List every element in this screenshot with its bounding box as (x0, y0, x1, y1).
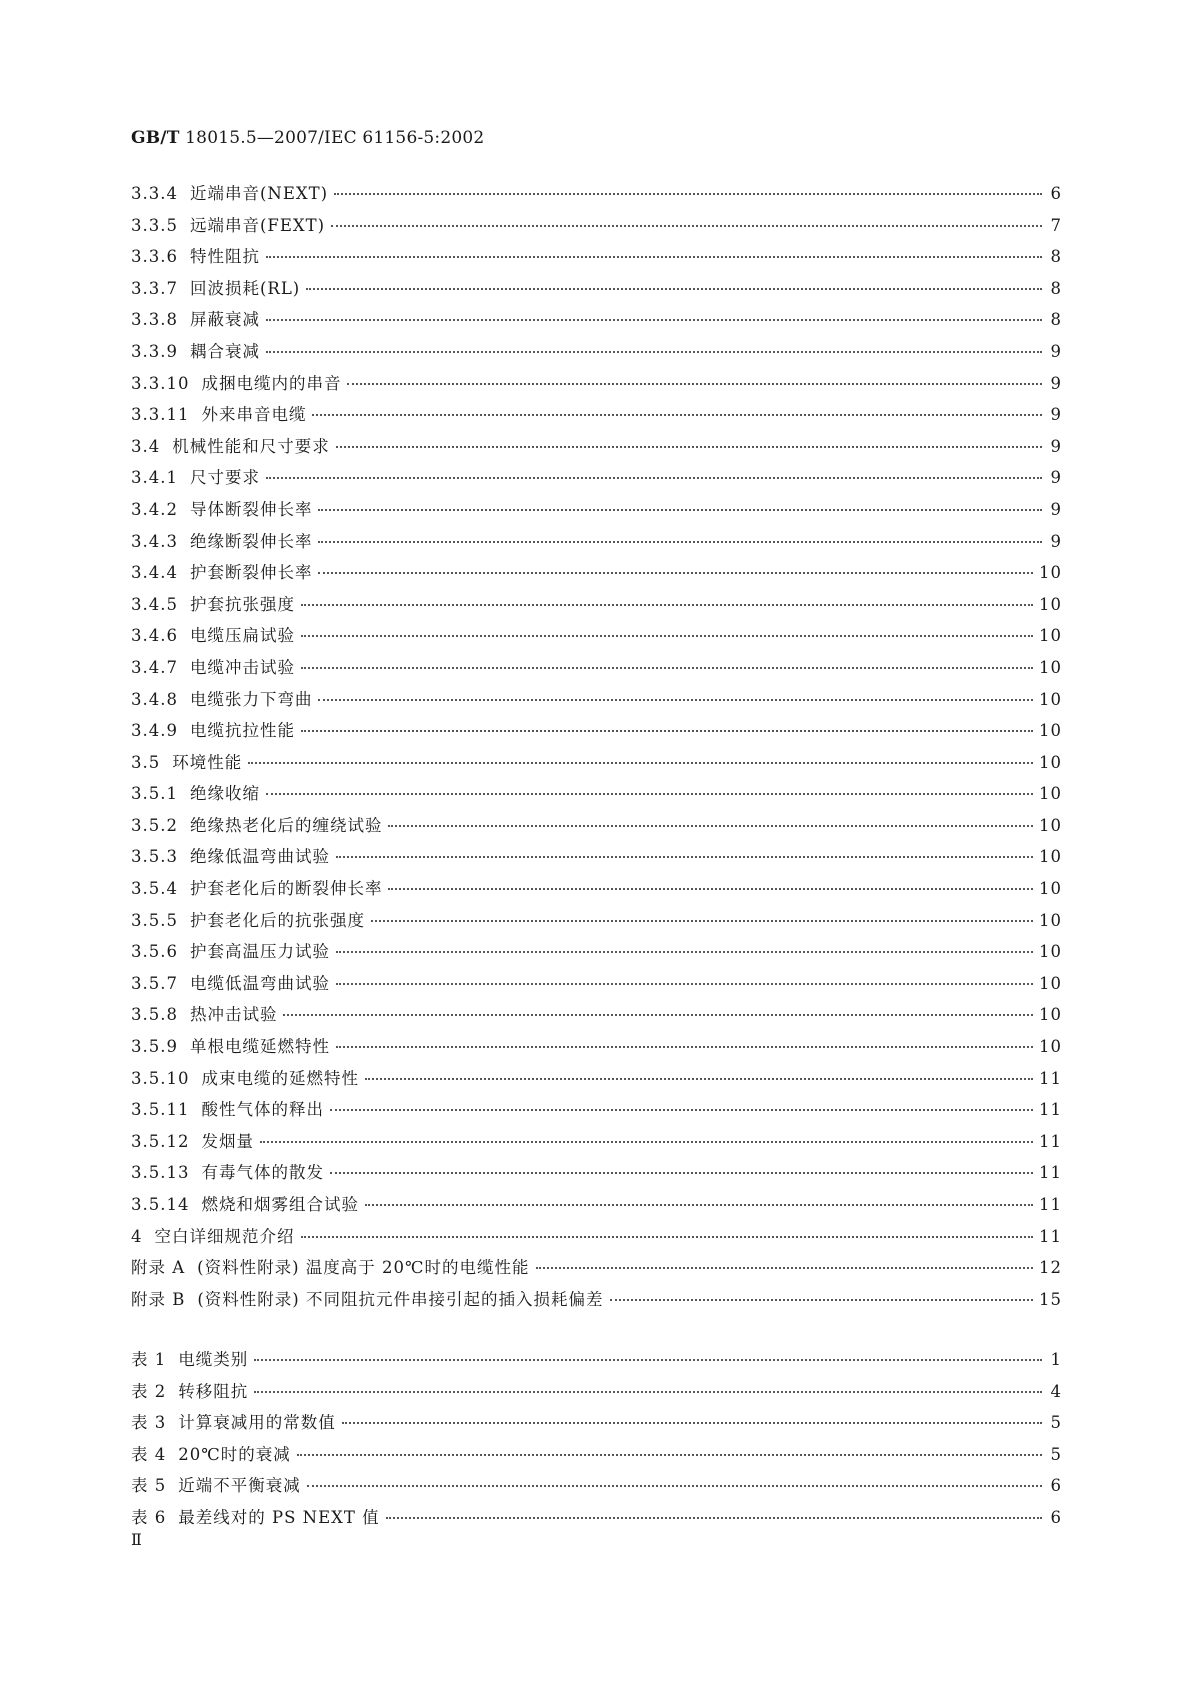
table-entry-number: 表 1 (131, 1350, 167, 1369)
dot-leader (334, 193, 1042, 195)
dot-leader (388, 825, 1033, 827)
toc-entry[interactable] (131, 1191, 1062, 1223)
toc-entry-page: 9 (1050, 499, 1062, 519)
toc-entry-number: 3.4.6 (131, 626, 178, 646)
toc-entry-page: 6 (1050, 184, 1062, 203)
table-entry-number: 表 4 (131, 1444, 167, 1464)
toc-entry-title: 耦合衰减 (189, 341, 260, 361)
toc-entry-page: 9 (1050, 373, 1062, 393)
standard-prefix: GB/T (131, 128, 180, 148)
dot-leader (336, 856, 1033, 858)
toc-entry[interactable] (131, 1159, 1062, 1191)
dot-leader (312, 414, 1042, 416)
toc-entry-number: 3.4.7 (131, 657, 178, 677)
toc-entry-number: 3.5.7 (131, 973, 178, 993)
dot-leader (266, 477, 1042, 479)
toc-entry-number: 3.4.8 (131, 689, 178, 709)
dot-leader (301, 1236, 1034, 1238)
toc-entry-title: 绝缘热老化后的缠绕试验 (189, 815, 383, 835)
toc-entry-page: 10 (1039, 847, 1062, 867)
toc-entry[interactable] (131, 1001, 1062, 1033)
toc-entry-title: 外来串音电缆 (201, 405, 307, 425)
dot-leader (266, 351, 1042, 353)
table-entry-page: 4 (1050, 1381, 1062, 1401)
dot-leader (266, 319, 1042, 321)
toc-entry-page: 11 (1039, 1163, 1062, 1183)
toc-entry-page: 10 (1039, 563, 1062, 583)
toc-entry-page: 10 (1039, 594, 1062, 614)
table-entry-number: 表 3 (131, 1413, 167, 1433)
toc-entry-title: 酸性气体的释出 (201, 1100, 324, 1120)
table-entry-title: 最差线对的 PS NEXT 值 (178, 1507, 380, 1527)
toc-entry-number: 3.4 (131, 436, 161, 456)
toc-entry[interactable] (131, 717, 1062, 749)
toc-entry-title: 护套老化后的断裂伸长率 (189, 879, 383, 899)
toc-entry-page: 8 (1050, 247, 1062, 267)
toc-entry-page: 9 (1050, 468, 1062, 488)
dot-leader (330, 1172, 1033, 1174)
toc-entry-number: 3.4.5 (131, 594, 178, 614)
table-entry-page: 1 (1050, 1350, 1062, 1369)
dot-leader (336, 446, 1042, 448)
toc-entry[interactable] (131, 306, 1062, 338)
toc-entry-number: 3.5.13 (131, 1163, 190, 1183)
dot-leader (248, 762, 1033, 764)
standard-number: 18015.5—2007/IEC 61156-5:2002 (185, 128, 485, 148)
table-entry-page: 5 (1050, 1444, 1062, 1464)
toc-entry-title: 远端串音(FEXT) (189, 215, 326, 235)
toc-entry[interactable] (131, 243, 1062, 275)
toc-entry[interactable] (131, 1286, 1062, 1318)
toc-entry-number: 3.4.2 (131, 499, 178, 519)
toc-entry[interactable] (131, 686, 1062, 718)
toc-entry-page: 9 (1050, 531, 1062, 551)
dot-leader (306, 288, 1042, 290)
toc-entry[interactable] (131, 464, 1062, 496)
toc-entry-page: 10 (1039, 1037, 1062, 1057)
toc-entry[interactable] (131, 180, 1062, 212)
toc-entry-number: 3.5.2 (131, 815, 178, 835)
toc-entry-page: 8 (1050, 310, 1062, 330)
toc-entry-title: 护套高温压力试验 (189, 942, 330, 962)
toc-entry-page: 10 (1039, 752, 1062, 772)
toc-entry[interactable] (131, 496, 1062, 528)
toc-entry-number: 3.5.4 (131, 879, 178, 899)
table-entry[interactable] (131, 1378, 1062, 1410)
toc-entry[interactable] (131, 591, 1062, 623)
dot-leader (301, 730, 1033, 732)
table-entry-title: 计算衰减用的常数值 (178, 1413, 336, 1433)
toc-entry-page: 11 (1039, 1131, 1062, 1151)
toc-entry[interactable] (131, 338, 1062, 370)
table-entry[interactable] (131, 1409, 1062, 1441)
toc-entry[interactable] (131, 654, 1062, 686)
dot-leader (318, 541, 1042, 543)
toc-entry-page: 11 (1039, 1226, 1062, 1246)
toc-entry[interactable] (131, 749, 1062, 781)
table-entry-number: 表 2 (131, 1381, 167, 1401)
dot-leader (336, 1046, 1033, 1048)
toc-entry[interactable] (131, 212, 1062, 244)
toc-entry-title: 电缆冲击试验 (189, 657, 295, 677)
toc-entry-number: 3.3.6 (131, 247, 178, 267)
toc-entry-title: (资料性附录) 温度高于 20℃时的电缆性能 (197, 1258, 530, 1278)
toc-entry[interactable] (131, 1254, 1062, 1286)
toc-entry-number: 3.3.7 (131, 278, 178, 298)
toc-entry[interactable] (131, 401, 1062, 433)
toc-entry-page: 15 (1039, 1289, 1062, 1309)
toc-entry-title: 屏蔽衰减 (189, 310, 260, 330)
dot-leader (365, 1078, 1033, 1080)
table-entry-title: 20℃时的衰减 (178, 1444, 291, 1464)
toc-entry-title: 电缆低温弯曲试验 (189, 973, 330, 993)
toc-entry-title: 成捆电缆内的串音 (201, 373, 342, 393)
toc-entry[interactable] (131, 1128, 1062, 1160)
table-of-contents (131, 180, 1062, 1317)
toc-entry-page: 10 (1039, 689, 1062, 709)
dot-leader (297, 1454, 1042, 1456)
toc-entry-title: 绝缘低温弯曲试验 (189, 847, 330, 867)
toc-entry-page: 10 (1039, 626, 1062, 646)
toc-entry-title: 特性阻抗 (189, 247, 260, 267)
toc-entry-title: 环境性能 (172, 752, 243, 772)
table-entry-title: 近端不平衡衰减 (178, 1476, 301, 1496)
toc-entry-page: 8 (1050, 278, 1062, 298)
dot-leader (260, 1141, 1033, 1143)
dot-leader (336, 951, 1033, 953)
dot-leader (336, 983, 1033, 985)
table-entry-page: 6 (1050, 1476, 1062, 1496)
toc-entry-title: 成束电缆的延燃特性 (201, 1068, 359, 1088)
table-entry[interactable] (131, 1346, 1062, 1378)
toc-entry-number: 3.5.6 (131, 942, 178, 962)
toc-entry-page: 9 (1050, 341, 1062, 361)
toc-entry-number: 3.5.8 (131, 1005, 178, 1025)
toc-entry-title: 发烟量 (201, 1131, 254, 1151)
dot-leader (254, 1391, 1042, 1393)
toc-entry[interactable] (131, 907, 1062, 939)
dot-leader (266, 793, 1033, 795)
toc-entry[interactable] (131, 1065, 1062, 1097)
dot-leader (266, 256, 1042, 258)
toc-entry-number: 3.5.12 (131, 1131, 190, 1151)
toc-entry-title: 热冲击试验 (189, 1005, 278, 1025)
toc-entry-number: 3.5.1 (131, 784, 178, 804)
toc-entry-title: 空白详细规范介绍 (154, 1226, 295, 1246)
table-entry[interactable] (131, 1441, 1062, 1473)
toc-entry-number: 3.5.10 (131, 1068, 190, 1088)
toc-entry-page: 10 (1039, 815, 1062, 835)
toc-entry-page: 12 (1039, 1258, 1062, 1278)
dot-leader (331, 225, 1042, 227)
toc-entry-title: 电缆压扁试验 (189, 626, 295, 646)
toc-entry-number: 3.3.10 (131, 373, 190, 393)
toc-entry-page: 11 (1039, 1068, 1062, 1088)
toc-entry[interactable] (131, 559, 1062, 591)
toc-entry-page: 10 (1039, 879, 1062, 899)
toc-entry[interactable] (131, 370, 1062, 402)
list-of-tables (131, 1346, 1062, 1536)
toc-entry-number: 3.3.5 (131, 215, 178, 235)
toc-entry-page: 10 (1039, 721, 1062, 741)
toc-entry-page: 11 (1039, 1100, 1062, 1120)
dot-leader (301, 604, 1033, 606)
toc-entry-number: 3.4.3 (131, 531, 178, 551)
page-number: Ⅱ (131, 1530, 142, 1549)
dot-leader (347, 383, 1042, 385)
dot-leader (342, 1422, 1042, 1424)
dot-leader (365, 1204, 1033, 1206)
toc-entry[interactable] (131, 970, 1062, 1002)
toc-entry-title: 燃烧和烟雾组合试验 (201, 1195, 359, 1214)
table-entry-title: 转移阻抗 (178, 1381, 249, 1401)
toc-entry-number: 3.4.9 (131, 721, 178, 741)
toc-entry-title: 电缆张力下弯曲 (189, 689, 313, 709)
toc-entry[interactable] (131, 1223, 1062, 1255)
dot-leader (283, 1014, 1033, 1016)
toc-entry-number: 3.5.14 (131, 1195, 190, 1214)
toc-entry-number: 3.4.1 (131, 468, 178, 488)
toc-entry[interactable] (131, 622, 1062, 654)
toc-entry-title: 绝缘断裂伸长率 (189, 531, 313, 551)
dot-leader (388, 888, 1033, 890)
toc-entry-page: 9 (1050, 436, 1062, 456)
toc-entry-page: 9 (1050, 405, 1062, 425)
toc-entry-page: 7 (1050, 215, 1062, 235)
toc-entry[interactable] (131, 275, 1062, 307)
toc-entry[interactable] (131, 780, 1062, 812)
dot-leader (301, 635, 1033, 637)
toc-entry-page: 10 (1039, 973, 1062, 993)
toc-entry[interactable] (131, 1033, 1062, 1065)
toc-entry[interactable] (131, 875, 1062, 907)
toc-entry-title: 尺寸要求 (189, 468, 260, 488)
dot-leader (330, 1109, 1033, 1111)
toc-entry-number: 4 (131, 1226, 143, 1246)
dot-leader (301, 667, 1033, 669)
toc-entry-title: 回波损耗(RL) (189, 278, 301, 298)
toc-entry[interactable] (131, 433, 1062, 465)
dot-leader (254, 1359, 1042, 1361)
dot-leader (371, 920, 1033, 922)
dot-leader (610, 1299, 1034, 1301)
dot-leader (307, 1485, 1042, 1487)
toc-entry-number: 3.5 (131, 752, 161, 772)
toc-entry-number: 3.5.5 (131, 910, 178, 930)
toc-entry-number: 3.4.4 (131, 563, 178, 583)
toc-entry-title: 导体断裂伸长率 (189, 499, 313, 519)
toc-entry-title: 绝缘收缩 (189, 784, 260, 804)
table-entry-title: 电缆类别 (178, 1350, 249, 1369)
toc-entry-title: 有毒气体的散发 (201, 1163, 324, 1183)
toc-entry[interactable] (131, 938, 1062, 970)
toc-entry-number: 附录 A (131, 1258, 186, 1278)
toc-entry-number: 3.3.9 (131, 341, 178, 361)
table-entry-number: 表 6 (131, 1507, 167, 1527)
toc-entry-page: 10 (1039, 1005, 1062, 1025)
dot-leader (536, 1267, 1034, 1269)
toc-entry-title: 机械性能和尺寸要求 (172, 436, 330, 456)
toc-entry-number: 3.3.11 (131, 405, 190, 425)
toc-entry-title: 护套老化后的抗张强度 (189, 910, 365, 930)
toc-entry-title: 电缆抗拉性能 (189, 721, 295, 741)
toc-entry[interactable] (131, 528, 1062, 560)
table-entry[interactable] (131, 1504, 1062, 1536)
toc-entry-number: 3.5.3 (131, 847, 178, 867)
toc-entry-number: 3.5.11 (131, 1100, 190, 1120)
toc-entry-title: 单根电缆延燃特性 (189, 1037, 330, 1057)
toc-entry-page: 10 (1039, 942, 1062, 962)
table-entry-page: 5 (1050, 1413, 1062, 1433)
toc-entry-page: 10 (1039, 657, 1062, 677)
dot-leader (318, 509, 1042, 511)
toc-entry[interactable] (131, 843, 1062, 875)
toc-entry-number: 附录 B (131, 1289, 186, 1309)
toc-entry-title: 护套抗张强度 (189, 594, 295, 614)
toc-entry-title: 护套断裂伸长率 (189, 563, 313, 583)
toc-entry[interactable] (131, 1096, 1062, 1128)
table-entry-number: 表 5 (131, 1476, 167, 1496)
toc-entry[interactable] (131, 812, 1062, 844)
toc-entry-number: 3.5.9 (131, 1037, 178, 1057)
document-header (131, 128, 484, 148)
toc-entry-number: 3.3.8 (131, 310, 178, 330)
toc-entry-title: 近端串音(NEXT) (189, 184, 329, 203)
dot-leader (318, 699, 1033, 701)
table-entry-page: 6 (1050, 1507, 1062, 1527)
dot-leader (386, 1517, 1042, 1519)
toc-entry-page: 10 (1039, 910, 1062, 930)
toc-entry-page: 11 (1039, 1195, 1062, 1214)
toc-entry-title: (资料性附录) 不同阻抗元件串接引起的插入损耗偏差 (197, 1289, 604, 1309)
dot-leader (318, 572, 1033, 574)
toc-entry-number: 3.3.4 (131, 184, 178, 203)
toc-entry-page: 10 (1039, 784, 1062, 804)
table-entry[interactable] (131, 1472, 1062, 1504)
